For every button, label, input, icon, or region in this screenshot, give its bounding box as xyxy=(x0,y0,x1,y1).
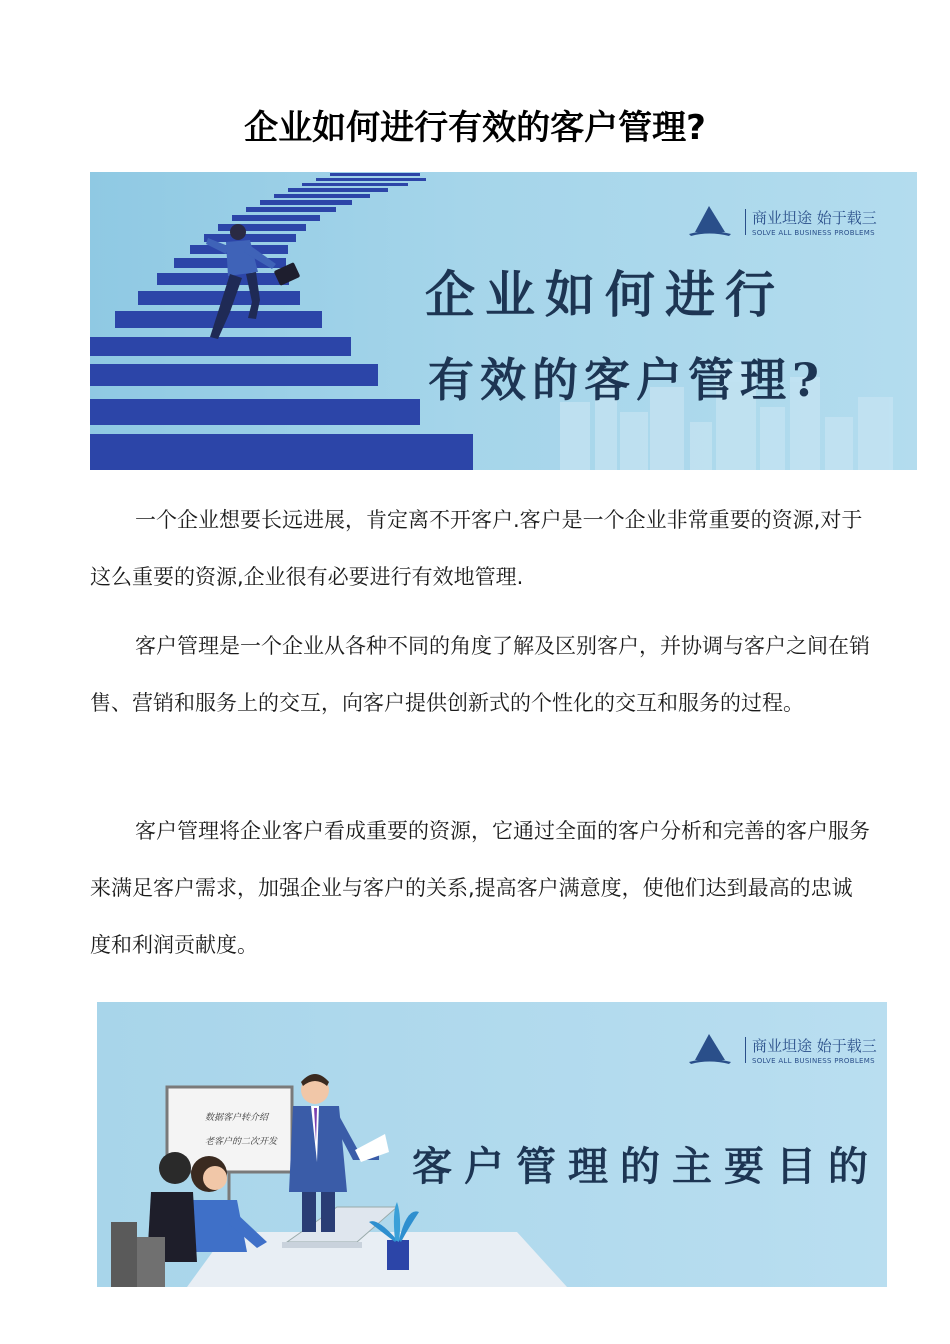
paragraph-1-text: 一个企业想要长远进展，肯定离不开客户.客户是一个企业非常重要的资源,对于这么重要的资源,企业很有必要进行有效地管理. xyxy=(90,508,863,589)
whiteboard-text-line1: 数据客户转介绍 xyxy=(205,1113,269,1123)
sailboat-logo-icon xyxy=(685,204,733,240)
brand-slogan-cn: 商业坦途 始于载三 xyxy=(752,1037,877,1055)
brand-slogan-cn: 商业坦途 始于载三 xyxy=(752,209,877,227)
brand-logo-block xyxy=(685,204,877,240)
paragraph-1 xyxy=(90,492,870,606)
brand-slogan-en: SOLVE ALL BUSINESS PROBLEMS xyxy=(752,229,875,237)
brand-logo-block-2 xyxy=(685,1032,877,1068)
section-banner-meeting xyxy=(97,1002,887,1287)
banner-headline-line2: 有效的客户管理? xyxy=(428,353,825,407)
hero-banner-staircase xyxy=(90,172,917,470)
page-title: 企业如何进行有效的客户管理? xyxy=(244,108,706,148)
sailboat-logo-icon xyxy=(685,1032,733,1068)
paragraph-2 xyxy=(90,618,870,732)
whiteboard-text-line2: 老客户的二次开发 xyxy=(205,1137,278,1147)
banner2-headline: 客户管理的主要目的 xyxy=(412,1143,880,1190)
paragraph-3-text: 客户管理将企业客户看成重要的资源，它通过全面的客户分析和完善的客户服务来满足客户需求，加强企业与客户的关系,提高客户满意度，使他们达到最高的忠诚度和利润贡献度。 xyxy=(90,819,870,957)
banner-headline-line1: 企业如何进行 xyxy=(425,265,785,324)
paragraph-3 xyxy=(90,803,870,974)
paragraph-2-text: 客户管理是一个企业从各种不同的角度了解及区别客户，并协调与客户之间在销售、营销和服务上的交互，向客户提供创新式的个性化的交互和服务的过程。 xyxy=(90,634,870,715)
brand-slogan-en: SOLVE ALL BUSINESS PROBLEMS xyxy=(752,1057,875,1065)
